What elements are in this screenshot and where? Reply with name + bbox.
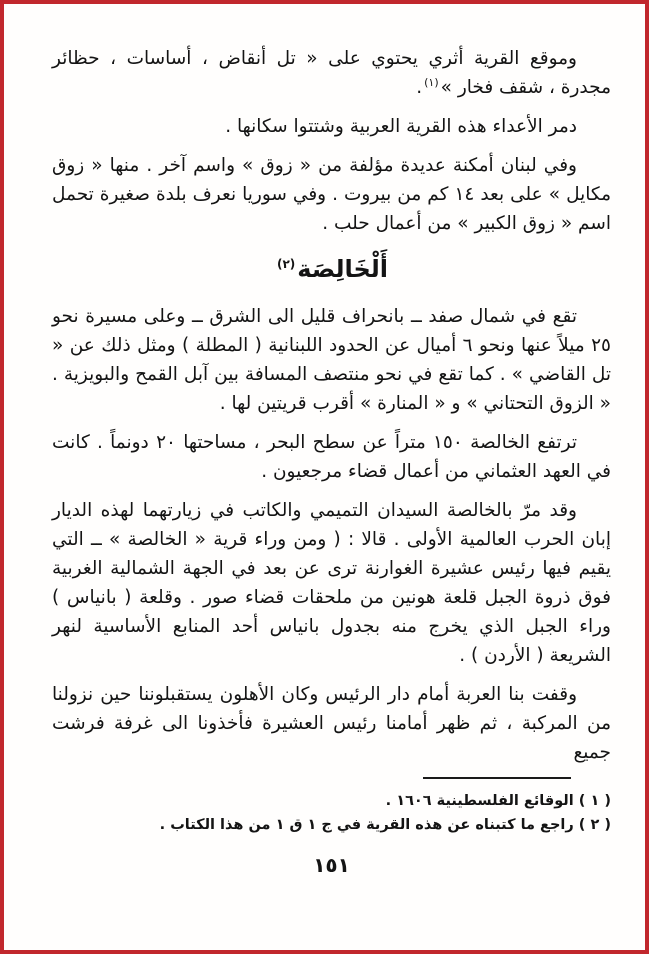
paragraph-visit: وقد مرّ بالخالصة السيدان التميمي والكاتب في زيارتهما لهذه الديار إبان الحرب العالمية الأولى . قالا : ( ومن وراء قرية « الخالصة » ــ التي يقيم فيها رئيس عشيرة الغوارنة ترى عن بعد في الجهة الشمالية الغربية فوق ذروة الجبل قلعة هونين من ملحقات قضاء صور . وقلعة ( بانياس ) وراء الجبل الذي يخرج منه بجدول بانياس أحد المنابع الأساسية لنهر الشريعة ( الأردن ) .	[52, 500, 611, 666]
page-content	[4, 4, 645, 877]
paragraph-village-site	[52, 44, 611, 102]
paragraph-lebanon-places: وفي لبنان أمكنة عديدة مؤلفة من « زوق » واسم آخر . منها « زوق مكايل » على بعد ١٤ كم من بيروت . وفي سوريا نعرف بلدة صغيرة تحمل اسم « زوق الكبير » من أعمال حلب .	[52, 155, 611, 234]
footnote-separator	[423, 777, 571, 779]
paragraph-text: .	[416, 77, 423, 98]
footnote-ref-2: (٢)	[276, 257, 296, 271]
footnote-1: ( ١ ) الوقائع الفلسطينية ١٦٠٦ .	[385, 793, 611, 809]
paragraph-arrival: وقفت بنا العربة أمام دار الرئيس وكان الأهلون يستقبلوننا حين نزولنا من المركبة ، ثم ظهر أمامنا رئيس العشيرة فأخذونا الى غرفة فرشت جميع	[52, 684, 611, 763]
paragraph-location: تقع في شمال صفد ــ بانحراف قليل الى الشرق ــ وعلى مسيرة نحو ٢٥ ميلاً عنها ونحو ٦ أميال عن الحدود اللبنانية ( المطلة ) ومثل ذلك عن « تل القاضي » . كما تقع في نحو منتصف المسافة بين آبل القمح والبويزية . « الزوق التحتاني » و « المنارة » أقرب قريتين لها .	[52, 306, 611, 414]
paragraph-destroyed: دمر الأعداء هذه القرية العربية وشتتوا سكانها .	[225, 116, 577, 137]
section-heading-text: أَلْخَالِصَة	[297, 255, 389, 283]
page-number: ١٥١	[313, 853, 350, 877]
paragraph-elevation: ترتفع الخالصة ١٥٠ متراً عن سطح البحر ، مساحتها ٢٠ دونماً . كانت في العهد العثماني من أعمال قضاء مرجعيون .	[52, 432, 611, 482]
footnote-ref-1: (١)	[424, 75, 439, 89]
footnote-2: ( ٢ ) راجع ما كتبناه عن هذه القرية في ج ١ ق ١ من هذا الكتاب .	[159, 817, 611, 833]
section-heading	[52, 252, 611, 286]
paragraph-text: وموقع القرية أثري يحتوي على « تل أنقاض ، أساسات ، حظائر مجدرة ، شقف فخار »	[52, 48, 611, 98]
